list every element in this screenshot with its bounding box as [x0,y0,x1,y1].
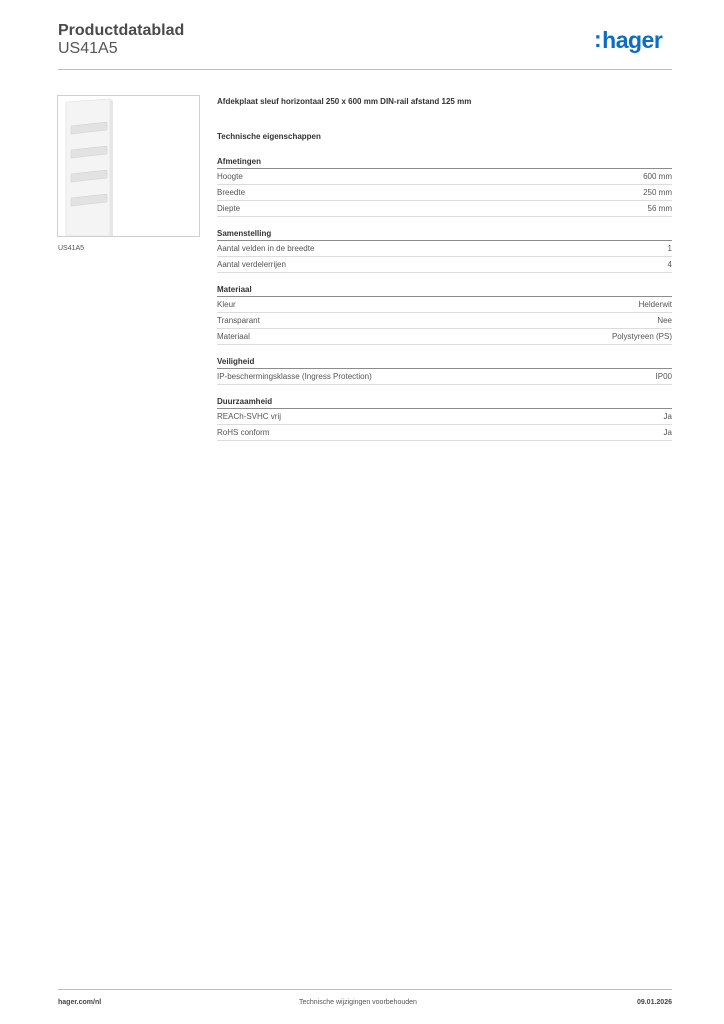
spec-row [217,257,672,273]
spec-section [217,155,672,217]
spec-value: Helderwit [638,300,672,309]
spec-label: Breedte [217,188,246,197]
document-title: Productdatablad [58,22,185,39]
spec-value: Nee [657,316,672,325]
spec-label: IP-beschermingsklasse (Ingress Protection) [217,372,372,381]
hager-logo: :hager [594,26,663,53]
spec-section-title: Duurzaamheid [217,395,672,409]
spec-section [217,227,672,273]
spec-row [217,425,672,441]
spec-label: Transparant [217,316,260,325]
product-code-heading: US41A5 [58,40,118,57]
product-details [217,96,672,441]
product-description: Afdekplaat sleuf horizontaal 250 x 600 mm DIN-rail afstand 125 mm [217,97,472,106]
spec-label: Kleur [217,300,236,309]
spec-value: Ja [663,412,672,421]
spec-row [217,241,672,257]
spec-section-title: Afmetingen [217,155,672,169]
spec-value: 1 [667,244,672,253]
spec-label: Materiaal [217,332,250,341]
spec-row [217,185,672,201]
spec-value: 600 mm [643,172,672,181]
spec-value: 250 mm [643,188,672,197]
spec-row [217,201,672,217]
spec-label: Aantal verdelerrijen [217,260,286,269]
spec-section-title: Materiaal [217,283,672,297]
product-image-caption: US41A5 [58,245,85,252]
spec-label: Aantal velden in de breedte [217,244,315,253]
spec-label: RoHS conform [217,428,270,437]
footer-date: 09.01.2026 [636,999,672,1006]
spec-label: Diepte [217,204,241,213]
spec-label: Hoogte [217,172,243,181]
logo-text: hager [602,27,663,53]
spec-value: Ja [663,428,672,437]
spec-value: 4 [667,260,672,269]
footer-notice: Technische wijzigingen voorbehouden [299,999,417,1006]
spec-row [217,169,672,185]
tech-properties-heading: Technische eigenschappen [217,132,321,141]
spec-row [217,369,672,385]
footer-divider [58,989,672,990]
product-image [58,96,199,236]
product-image-frame [57,95,200,237]
spec-value: IP00 [655,372,672,381]
spec-section [217,395,672,441]
spec-sections [217,155,672,441]
spec-section-title: Samenstelling [217,227,672,241]
spec-value: Polystyreen (PS) [611,332,672,341]
spec-section [217,355,672,385]
spec-row [217,329,672,345]
spec-label: REACh-SVHC vrij [217,412,282,421]
spec-row [217,409,672,425]
footer-website: hager.com/nl [58,999,102,1006]
spec-row [217,313,672,329]
spec-row [217,297,672,313]
spec-value: 56 mm [647,204,672,213]
spec-section-title: Veiligheid [217,355,672,369]
header-divider [58,69,672,70]
spec-section [217,283,672,345]
